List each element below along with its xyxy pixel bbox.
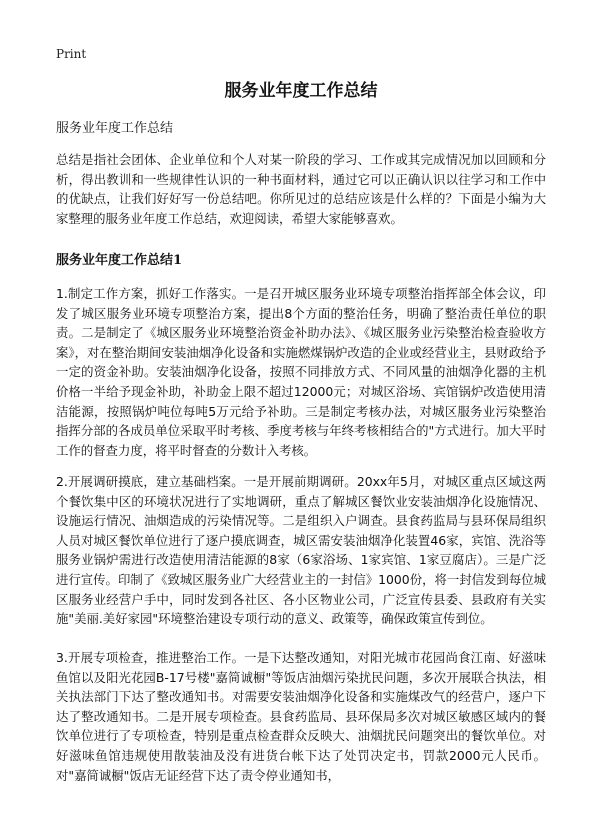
body-paragraph-2: 2.开展调研摸底，建立基础档案。一是开展前期调研。20xx年5月，对城区重点区域这两个餐饮集中区的环境状况进行了实地调研，重点了解城区餐饮业安装油烟净化设施情况、设施运行情况、油烟造成的污染情况等。二是组织入户调查。县食药监局与县环保局组织人员对城区餐饮单位进行了逐户摸底调查，城区需安装油烟净化装置46家，宾馆、洗浴等服务业锅炉需进行改造使用清洁能源的8家（6家浴场、1家宾馆、1家豆腐店）。三是广泛进行宣传。印制了《致城区服务业广大经营业主的一封信》1000份，将一封信发到每位城区服务业经营户手中，同时发到各社区、各小区物业公司，广泛宣传县委、县政府有关实施"美丽.美好家园"环境整治建设专项行动的意义、政策等，确保政策宣传到位。 — [56, 474, 546, 627]
body-paragraph-3: 3.开展专项检查，推进整治工作。一是下达整改通知，对阳光城市花园尚食江南、好滋味鱼馆以及阳光花园B-17号楼"嘉简诚橱"等饭店油烟污染扰民问题，多次开展联合执法，相关执法部门下达了整改通知书。对需要安装油烟净化设备和实施煤改气的经营户，逐户下达了整改通知书。二是开展专项检查。县食药监局、县环保局多次对城区敏感区域内的餐饮单位进行了专项检查，特别是重点检查群众反映大、油烟扰民问题突出的餐饮单位。对好滋味鱼馆违规使用散装油及没有进货台帐下达了处罚决定书，罚款2000元人民币。对"嘉简诚橱"饭店无证经营下达了责令停业通知书， — [56, 650, 546, 783]
page-title: 服务业年度工作总结 — [224, 81, 378, 101]
intro-paragraph: 总结是指社会团体、企业单位和个人对某一阶段的学习、工作或其完成情况加以回顾和分析，得出教训和一些规律性认识的一种书面材料，通过它可以正确认识以往学习和工作中的优缺点，让我们好好写一份总结吧。你所见过的总结应该是什么样的？下面是小编为大家整理的服务业年度工作总结，欢迎阅读，希望大家能够喜欢。 — [56, 152, 546, 226]
print-link[interactable]: Print — [56, 47, 87, 61]
body-paragraph-1: 1.制定工作方案，抓好工作落实。一是召开城区服务业环境专项整治指挥部全体会议，印发了城区服务业环境专项整治方案，提出8个方面的整治任务，明确了整治责任单位的职责。二是制定了《城区服务业环境整治资金补助办法》、《城区服务业污染整治检查验收方案》，对在整治期间安装油烟净化设备和实施燃煤锅炉改造的企业或经营业主，县财政给予一定的资金补助。安装油烟净化设备，按照不同排放方式、不同风量的油烟净化器的主机价格一半给予现金补助，补助金上限不超过12000元；对城区浴场、宾馆锅炉改造使用清洁能源，按照锅炉吨位每吨5万元给予补助。三是制定考核办法，对城区服务业污染整治指挥分部的各成员单位采取平时考核、季度考核与年终考核相结合的"方式进行。加大平时工作的督查力度，将平时督查的分数计入考核。 — [56, 286, 546, 458]
document-subtitle: 服务业年度工作总结 — [56, 121, 174, 136]
section-heading: 服务业年度工作总结1 — [56, 253, 183, 268]
